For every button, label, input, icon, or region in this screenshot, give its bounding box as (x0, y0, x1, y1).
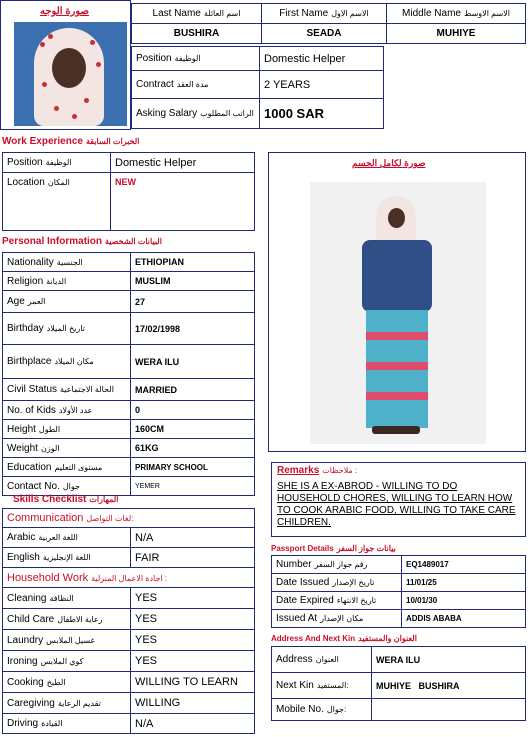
last-name-header: Last Name اسم العائلة (132, 4, 262, 24)
height-value: 160CM (131, 420, 255, 439)
child-care-value: YES (131, 609, 255, 630)
work-position-label: Position الوظيفة (3, 153, 111, 173)
age-value: 27 (131, 291, 255, 313)
personal-row: Birthplace مكان الميلاد WERA ILU (3, 345, 255, 379)
salary-value: 1000 SAR (260, 99, 384, 129)
arabic-value: N/A (131, 528, 255, 548)
laundry-value: YES (131, 630, 255, 651)
driving-value: N/A (131, 714, 255, 734)
household-row: Cooking الطبخ WILLING TO LEARN (3, 672, 255, 693)
civil-status-value: MARRIED (131, 379, 255, 401)
caregiving-value: WILLING (131, 693, 255, 714)
address-title: Address And Next Kin العنوان والمستفيد (271, 634, 417, 643)
full-body-photo (310, 182, 486, 444)
birthplace-value: WERA ILU (131, 345, 255, 379)
address-row: Mobile No. جوال: (272, 699, 526, 721)
middle-name-header: Middle Name الاسم الاوسط (387, 4, 526, 24)
personal-info-table (2, 252, 255, 496)
position-label: Position الوظيفة (132, 47, 260, 71)
cooking-value: WILLING TO LEARN (131, 672, 255, 693)
job-table (131, 46, 384, 129)
household-title: Household Work اجادة الاعمال المنزلية : (3, 568, 255, 588)
household-row: Driving القيادة N/A (3, 714, 255, 734)
passport-row: Number رقم جواز السفر EQ1489017 (272, 556, 526, 574)
work-experience-title: Work Experience الخبرات السابقة (2, 136, 140, 147)
work-location-label: Location المكان (3, 173, 111, 231)
weight-value: 61KG (131, 439, 255, 458)
middle-name-value: MUHIYE (387, 24, 526, 44)
passport-expired-value: 10/01/30 (402, 592, 526, 610)
address-row: Next Kin المستفيد: MUHIYE BUSHIRA (272, 673, 526, 699)
address-value: WERA ILU (372, 647, 526, 673)
first-name-header: First Name الاسم الاول (262, 4, 387, 24)
language-row: Arabic اللغة العربية N/A (3, 528, 255, 548)
passport-issued-at-value: ADDIS ABABA (402, 610, 526, 628)
work-experience-table (2, 152, 255, 231)
address-row: Address العنوان WERA ILU (272, 647, 526, 673)
passport-row: Date Issued تاريخ الإصدار 11/01/25 (272, 574, 526, 592)
personal-row: Education مستوى التعليم PRIMARY SCHOOL (3, 458, 255, 477)
address-table (271, 646, 526, 721)
kids-value: 0 (131, 401, 255, 420)
household-row: Cleaning النظافة YES (3, 588, 255, 609)
cleaning-value: YES (131, 588, 255, 609)
contract-value: 2 YEARS (260, 71, 384, 99)
personal-row: Birthday تاريخ الميلاد 17/02/1998 (3, 313, 255, 345)
personal-row: Religion الديانة MUSLIM (3, 272, 255, 291)
remarks-title: Remarks ملاحظات : (277, 465, 358, 476)
remarks-text: SHE IS A EX-ABROD - WILLING TO DO HOUSEHOLD CHORES, WILLING TO LEARN HOW TO COOK ARABIC FOOD, WILLING TO TAKE CARE CHILDREN. (277, 481, 516, 528)
skills-title: Skills Checklist المهارات (13, 494, 119, 505)
position-value: Domestic Helper (260, 47, 384, 71)
contact-value: YEMER (131, 477, 255, 496)
education-value: PRIMARY SCHOOL (131, 458, 255, 477)
personal-row: Height الطول 160CM (3, 420, 255, 439)
household-row: Ironing كوي الملابس YES (3, 651, 255, 672)
work-position-value: Domestic Helper (111, 153, 255, 173)
household-header-row (3, 568, 255, 588)
passport-number-value: EQ1489017 (402, 556, 526, 574)
personal-row: Contact No. جوال YEMER (3, 477, 255, 496)
nationality-value: ETHIOPIAN (131, 253, 255, 272)
last-name-value: BUSHIRA (132, 24, 262, 44)
communication-header-row (3, 509, 255, 528)
work-location-value: NEW (111, 173, 255, 231)
personal-row: Weight الوزن 61KG (3, 439, 255, 458)
full-photo-label: صورة لكامل الجسم (352, 158, 426, 168)
salary-label: Asking Salary الراتب المطلوب (132, 99, 260, 129)
household-row: Laundry غسيل الملابس YES (3, 630, 255, 651)
first-name-value: SEADA (262, 24, 387, 44)
passport-row: Issued At مكان الإصدار ADDIS ABABA (272, 610, 526, 628)
skills-table (2, 508, 255, 734)
personal-row: Civil Status الحالة الاجتماعية MARRIED (3, 379, 255, 401)
household-row: Child Care رعاية الاطفال YES (3, 609, 255, 630)
religion-value: MUSLIM (131, 272, 255, 291)
face-photo-label: صورة الوجه (40, 6, 90, 17)
name-table (131, 3, 526, 44)
next-kin-value: MUHIYE BUSHIRA (372, 673, 526, 699)
personal-info-title: Personal Information البيانات الشخصية (2, 236, 162, 247)
face-photo (14, 22, 127, 126)
mobile-value (372, 699, 526, 721)
personal-row: Nationality الجنسية ETHIOPIAN (3, 253, 255, 272)
passport-issued-value: 11/01/25 (402, 574, 526, 592)
passport-row: Date Expired تاريخ الانتهاء 10/01/30 (272, 592, 526, 610)
communication-title: Communication لغات التواصل: (3, 509, 255, 528)
english-value: FAIR (131, 548, 255, 568)
ironing-value: YES (131, 651, 255, 672)
passport-title: Passport Details بيانات جواز السفر (271, 544, 396, 553)
household-row: Caregiving تقديم الرعاية WILLING (3, 693, 255, 714)
contract-label: Contract مدة العقد (132, 71, 260, 99)
personal-row: No. of Kids عدد الأولاد 0 (3, 401, 255, 420)
personal-row: Age العمر 27 (3, 291, 255, 313)
language-row: English اللغة الإنجليزية FAIR (3, 548, 255, 568)
passport-table (271, 555, 526, 628)
birthday-value: 17/02/1998 (131, 313, 255, 345)
